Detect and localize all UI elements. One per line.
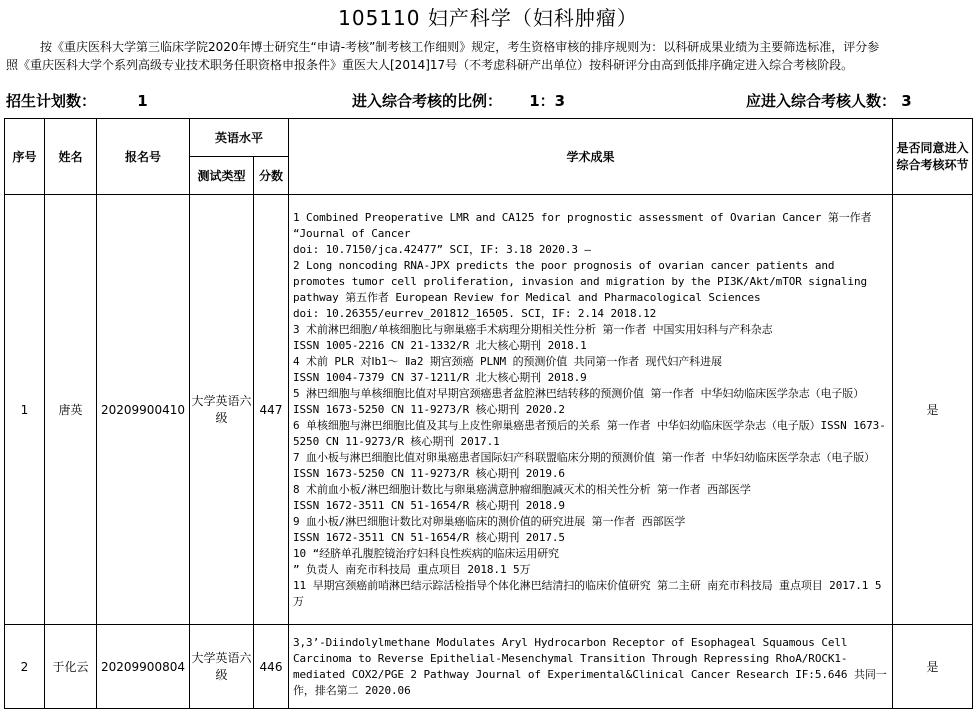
achievement-line: ” 负责人 南充市科技局 重点项目 2018.1 5万 [293,562,531,576]
enroll-label: 招生计划数： [6,92,97,110]
table-row [5,195,973,625]
achievement-line: ISSN 1672-3511 CN 51-1654/R 核心期刊 2017.5 [293,530,565,544]
row-seq: 1 [5,195,45,625]
row-agree: 是 [893,195,973,625]
count-plan [746,90,912,111]
row-name: 于化云 [45,625,97,709]
row-achievements [289,625,893,709]
header-reg: 报名号 [97,119,190,195]
intro-line-1: 按《重庆医科大学第三临床学院2020年博士研究生“申请-考核”制考核工作细则》规定，考生资格审核的排序规则为：以科研成果业绩为主要筛选标准，评分参 [40,40,880,54]
achievement-line: 6 单核细胞与淋巴细胞比值及其与上皮性卵巢癌患者预后的关系 第一作者 中华妇幼临床医学杂志（电子版）ISSN 1673-5250 CN 11-9273/R 核心期刊 2017.1 [293,418,886,448]
intro-paragraph [6,38,970,74]
count-label: 应进入综合考核人数： [746,92,897,110]
achievement-line: doi: 10.26355/eurrev_201812_16505. SCI，IF: 2.14 2018.12 [293,306,657,320]
achievement-line: 1 Combined Preoperative LMR and CA125 for prognostic assessment of Ovarian Cancer 第一作者 “Journal of Cancer [293,210,872,240]
row-score: 446 [254,625,289,709]
header-english: 英语水平 [190,119,289,157]
header-name: 姓名 [45,119,97,195]
page-title: 105110 妇产科学（妇科肿瘤） [338,6,638,30]
candidate-table [4,118,973,709]
achievement-line: 7 血小板与淋巴细胞比值对卵巢癌患者国际妇产科联盟临床分期的预测价值 第一作者 中华妇幼临床医学杂志（电子版）ISSN 1673-5250 CN 11-9273/R 核心期刊 2019.6 [293,450,876,480]
header-achievements: 学术成果 [289,119,893,195]
achievement-line: 10 “经脐单孔腹腔镜治疗妇科良性疾病的临床运用研究 [293,546,559,560]
enroll-plan [6,90,148,111]
header-row-1 [5,119,973,157]
achievement-line: 8 术前血小板/淋巴细胞计数比与卵巢癌满意肿瘤细胞减灭术的相关性分析 第一作者 西部医学 [293,482,751,496]
achievement-line: 3 术前淋巴细胞/单核细胞比与卵巢癌手术病理分期相关性分析 第一作者 中国实用妇科与产科杂志 [293,322,773,336]
row-agree: 是 [893,625,973,709]
row-name: 唐英 [45,195,97,625]
row-reg: 20209900410 [97,195,190,625]
achievement-line: ISSN 1005-2216 CN 21-1332/R 北大核心期刊 2018.1 [293,338,587,352]
achievement-line: 4 术前 PLR 对Ⅰb1～ Ⅱa2 期宫颈癌 PLNM 的预测价值 共同第一作者 现代妇产科进展 [293,354,722,368]
achievement-line: 11 早期宫颈癌前哨淋巴结示踪活检指导个体化淋巴结清扫的临床价值研究 第二主研 南充市科技局 重点项目 2017.1 5万 [293,578,882,608]
achievement-line: ISSN 1672-3511 CN 51-1654/R 核心期刊 2018.9 [293,498,565,512]
row-score: 447 [254,195,289,625]
row-reg: 20209900804 [97,625,190,709]
achievement-line: doi: 10.7150/jca.42477” SCI，IF: 3.18 2020.3 — [293,242,591,256]
count-value: 3 [901,92,912,110]
row-test-type: 大学英语六级 [190,195,254,625]
header-agree: 是否同意进入综合考核环节 [893,119,973,195]
header-score: 分数 [254,157,289,195]
ratio-label: 进入综合考核的比例： [352,92,503,110]
enroll-value: 1 [137,92,148,110]
row-test-type: 大学英语六级 [190,625,254,709]
row-achievements [289,195,893,625]
achievement-line: ISSN 1004-7379 CN 37-1211/R 北大核心期刊 2018.9 [293,370,587,384]
row-seq: 2 [5,625,45,709]
header-test-type: 测试类型 [190,157,254,195]
achievement-line: 5 淋巴细胞与单核细胞比值对早期宫颈癌患者盆腔淋巴结转移的预测价值 第一作者 中华妇幼临床医学杂志（电子版）ISSN 1673-5250 CN 11-9273/R 核心期刊 2020.2 [293,386,865,416]
ratio-value: 1：3 [529,92,566,110]
achievement-line: 2 Long noncoding RNA-JPX predicts the poor prognosis of ovarian cancer patients and promotes tumor cell proliferation, invasion and migration by the PI3K/Akt/mTOR signaling pathway 第五作者 European Review for Medical and Pharmacological Sciences [293,258,868,304]
intro-line-2: 照《重庆医科大学个系列高级专业技术职务任职资格申报条件》重医大人[2014]17号（不考虑科研产出单位）按科研评分由高到低排序确定进入综合考核阶段。 [6,58,854,72]
table-row [5,625,973,709]
achievement-line: 9 血小板/淋巴细胞计数比对卵巢癌临床的测价值的研究进展 第一作者 西部医学 [293,514,686,528]
header-seq: 序号 [5,119,45,195]
achievement-line: 3,3’-Diindolylmethane Modulates Aryl Hydrocarbon Receptor of Esophageal Squamous Cell Carcinoma to Reverse Epithelial-Mesenchymal Transition Through Repressing RhoA/ROCK1-mediated COX2/PGE 2 Pathway Journal of Experimental&Clinical Cancer Research IF:5.646 共同一作，排名第二 2020.06 [293,635,887,697]
ratio-plan [352,90,565,111]
